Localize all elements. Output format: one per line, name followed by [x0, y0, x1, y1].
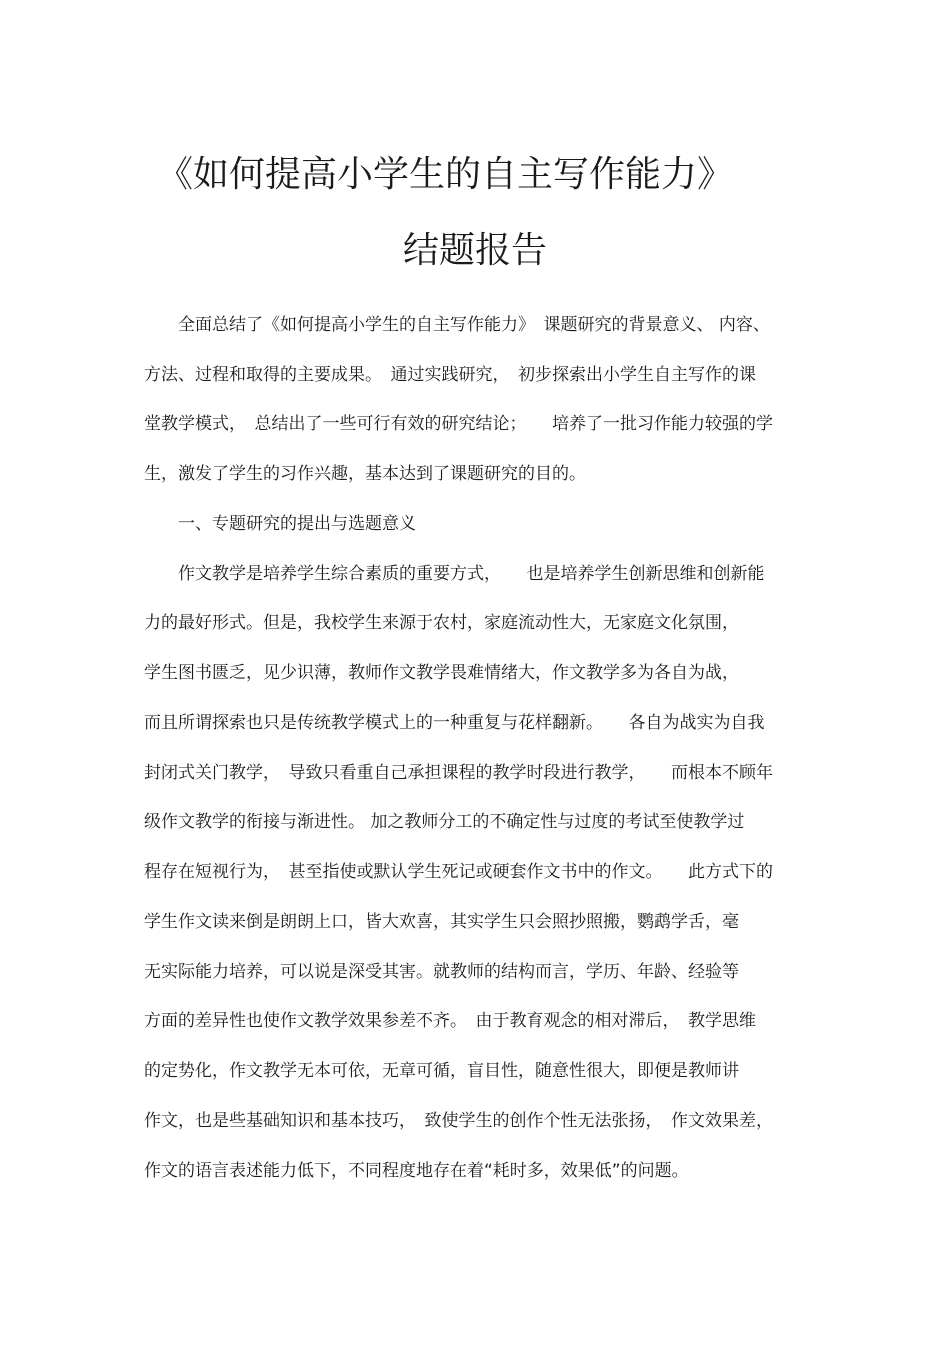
body-line: 方法、过程和取得的主要成果。 通过实践研究， 初步探索出小学生自主写作的课	[144, 365, 756, 385]
body-line: 全面总结了《如何提高小学生的自主写作能力》 课题研究的背景意义、 内容、	[144, 315, 770, 335]
document-subtitle: 结题报告	[402, 230, 547, 271]
body-line: 堂教学模式， 总结出了一些可行有效的研究结论； 培养了一批习作能力较强的学	[144, 414, 773, 434]
body-line: 而且所谓探索也只是传统教学模式上的一种重复与花样翻新。 各自为战实为自我	[144, 713, 765, 733]
body-line: 级作文教学的衔接与渐进性。 加之教师分工的不确定性与过度的考试至使教学过	[144, 812, 745, 832]
body-line: 力的最好形式。但是，我校学生来源于农村，家庭流动性大，无家庭文化氛围，	[144, 613, 739, 633]
body-line: 作文的语言表述能力低下，不同程度地存在着“耗时多，效果低”的问题。	[144, 1161, 689, 1181]
body-line: 生，激发了学生的习作兴趣，基本达到了课题研究的目的。	[144, 464, 586, 484]
body-line: 方面的差异性也使作文教学效果参差不齐。 由于教育观念的相对滞后， 教学思维	[144, 1011, 756, 1031]
document-title: 《如何提高小学生的自主写作能力》	[156, 154, 733, 195]
body-line: 作文，也是些基础知识和基本技巧， 致使学生的创作个性无法张扬， 作文效果差，	[144, 1111, 773, 1131]
section-heading: 一、专题研究的提出与选题意义	[144, 514, 416, 534]
body-line: 学生作文读来倒是朗朗上口，皆大欢喜，其实学生只会照抄照搬，鹦鹉学舌，毫	[144, 912, 739, 932]
body-line: 作文教学是培养学生综合素质的重要方式， 也是培养学生创新思维和创新能	[144, 564, 765, 584]
body-line: 无实际能力培养，可以说是深受其害。就教师的结构而言，学历、年龄、经验等	[144, 962, 739, 982]
body-line: 封闭式关门教学， 导致只看重自己承担课程的教学时段进行教学， 而根本不顾年	[144, 763, 773, 783]
body-line: 学生图书匮乏，见少识薄，教师作文教学畏难情绪大，作文教学多为各自为战，	[144, 663, 739, 683]
body-line: 的定势化，作文教学无本可依，无章可循，盲目性，随意性很大，即便是教师讲	[144, 1061, 739, 1081]
body-line: 程存在短视行为， 甚至指使或默认学生死记或硬套作文书中的作文。 此方式下的	[144, 862, 773, 882]
